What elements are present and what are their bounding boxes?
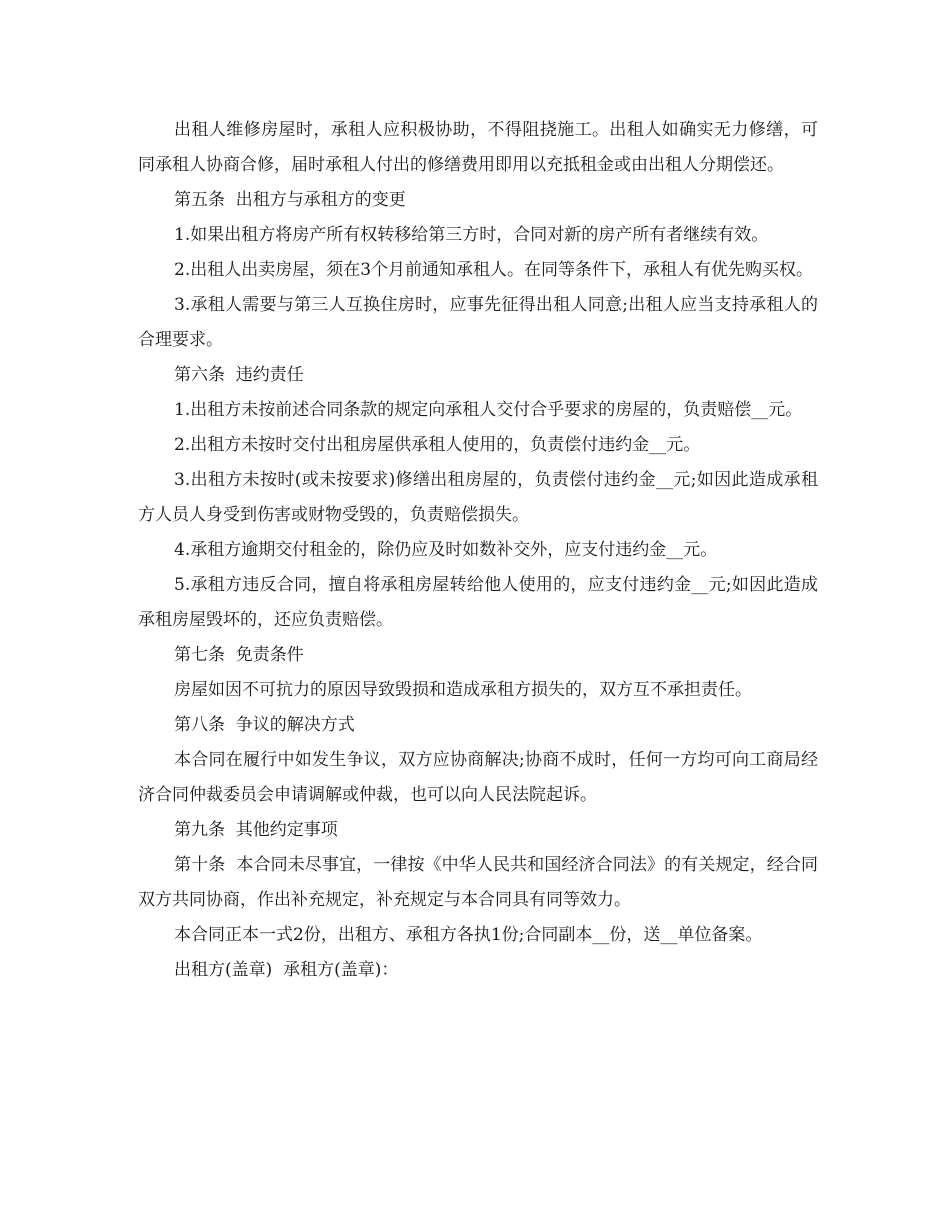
heading-article-6: 第六条 违约责任 [174,365,304,385]
document-body [138,113,818,988]
clause-6-2: 2.出租方未按时交付出租房屋供承租人使用的，负责偿付违约金__元。 [174,435,701,455]
clause-6-5: 5.承租方违反合同，擅自将承租房屋转给他人使用的，应支付违约金__元;如因此造成承租房屋毁坏的，还应负责赔偿。 [138,575,818,630]
clause-5-1: 1.如果出租方将房产所有权转移给第三方时，合同对新的房产所有者继续有效。 [174,225,769,245]
clause-7-body: 房屋如因不可抗力的原因导致毁损和造成承租方损失的，双方互不承担责任。 [174,680,752,700]
clause-copies: 本合同正本一式2份，出租方、承租方各执1份;合同副本__份，送__单位备案。 [174,925,763,945]
heading-article-8: 第八条 争议的解决方式 [174,715,355,735]
clause-6-4: 4.承租方逾期交付租金的，除仍应及时如数补交外，应支付违约金__元。 [174,540,718,560]
heading-article-9: 第九条 其他约定事项 [174,820,338,840]
clause-6-3: 3.出租方未按时(或未按要求)修缮出租房屋的，负责偿付违约金__元;如因此造成承租方人员人身受到伤害或财物受毁的，负责赔偿损失。 [138,470,818,525]
heading-article-7: 第七条 免责条件 [174,645,304,665]
clause-5-3: 3.承租人需要与第三人互换住房时，应事先征得出租人同意;出租人应当支持承租人的合理要求。 [138,295,818,350]
clause-8-body: 本合同在履行中如发生争议，双方应协商解决;协商不成时，任何一方均可向工商局经济合同仲裁委员会申请调解或仲裁，也可以向人民法院起诉。 [138,750,818,805]
signature-line: 出租方(盖章) 承租方(盖章)： [174,960,399,980]
clause-6-1: 1.出租方未按前述合同条款的规定向承租人交付合乎要求的房屋的，负责赔偿__元。 [174,400,803,420]
heading-article-5: 第五条 出租方与承租方的变更 [174,190,406,210]
clause-article-10: 第十条 本合同未尽事宜，一律按《中华人民共和国经济合同法》的有关规定，经合同双方共同协商，作出补充规定，补充规定与本合同具有同等效力。 [138,855,818,910]
paragraph-repair-cooperation: 出租人维修房屋时，承租人应积极协助，不得阻挠施工。出租人如确实无力修缮，可同承租人协商合修，届时承租人付出的修缮费用即用以充抵租金或由出租人分期偿还。 [138,120,818,175]
clause-5-2: 2.出租人出卖房屋，须在3个月前通知承租人。在同等条件下，承租人有优先购买权。 [174,260,814,280]
